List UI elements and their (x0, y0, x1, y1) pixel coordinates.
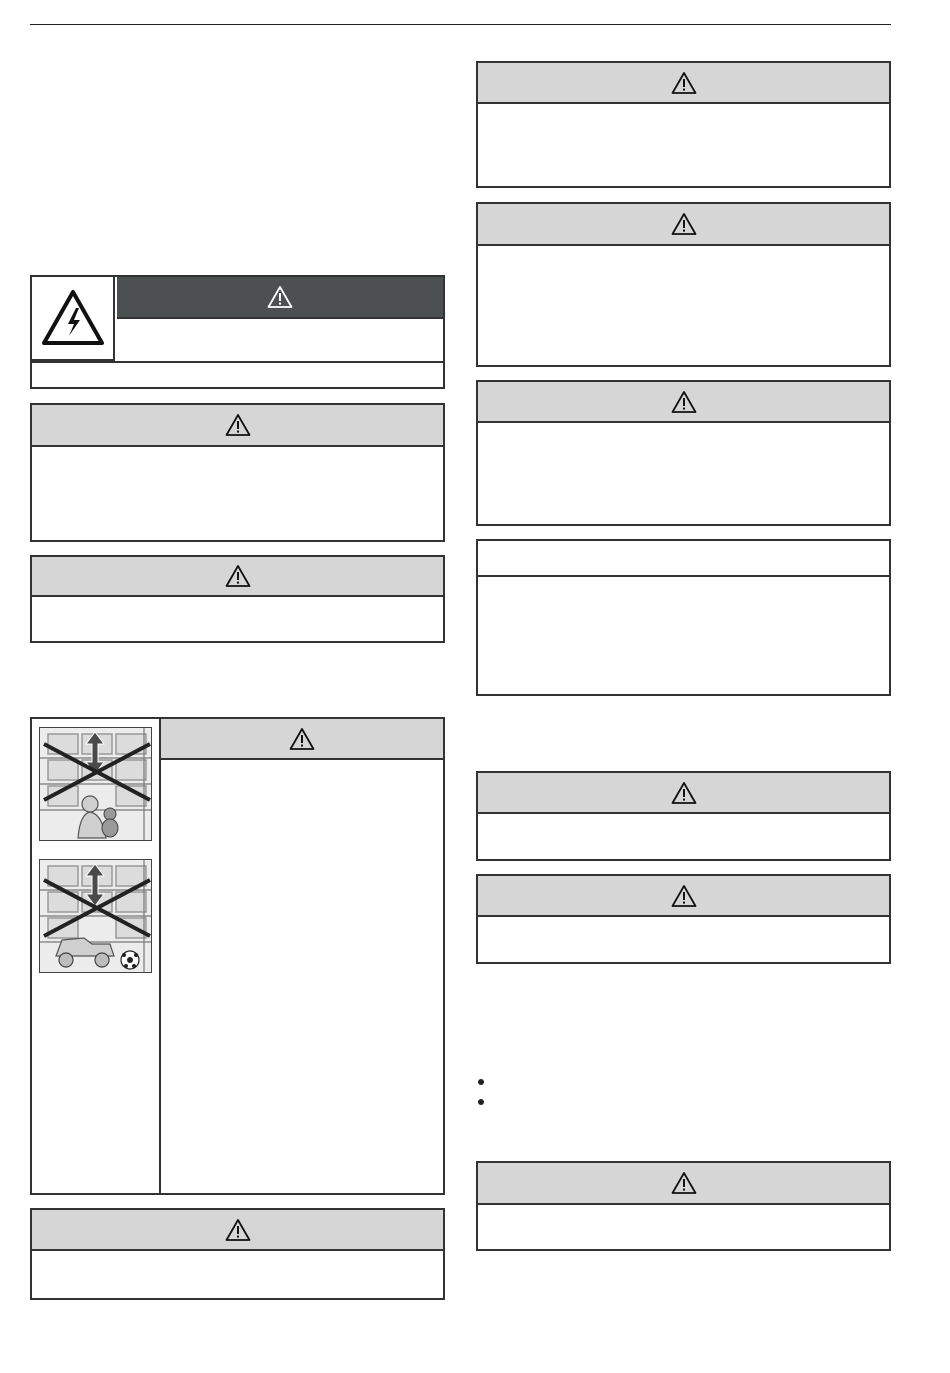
toy-car-pictogram-icon (40, 860, 151, 972)
warning-header (478, 382, 889, 423)
warning-triangle-icon (289, 727, 315, 751)
no-objects-under-door-pictogram (39, 859, 152, 973)
warning-triangle-icon (671, 71, 697, 95)
warning-header (478, 876, 889, 917)
warning-box (30, 555, 445, 643)
pictogram-column (32, 719, 161, 1193)
top-rule (30, 24, 891, 25)
warning-header (32, 405, 443, 447)
warning-box (476, 874, 891, 964)
warning-triangle-icon (671, 1171, 697, 1195)
warning-box (30, 1208, 445, 1300)
warning-box (476, 202, 891, 367)
electric-icon-cell (32, 277, 115, 361)
warning-header (478, 1163, 889, 1205)
warning-triangle-icon (267, 285, 293, 309)
warning-triangle-icon (225, 1218, 251, 1242)
warning-box (476, 61, 891, 188)
warning-box (30, 403, 445, 542)
list-bullet (478, 1079, 484, 1085)
warning-header (32, 1210, 443, 1251)
warning-header (478, 773, 889, 814)
warning-header (478, 204, 889, 246)
warning-header (478, 63, 889, 104)
warning-box (476, 1161, 891, 1251)
list-bullet (478, 1099, 484, 1105)
danger-header (117, 277, 443, 319)
warning-triangle-icon (671, 212, 697, 236)
child-pictogram-icon (40, 728, 151, 840)
notice-header (478, 541, 889, 577)
notice-box (476, 539, 891, 696)
pictogram-warning-box (30, 717, 445, 1195)
warning-box (476, 771, 891, 861)
electric-danger-box (30, 275, 445, 389)
warning-triangle-icon (225, 413, 251, 437)
warning-box (476, 380, 891, 526)
warning-triangle-icon (671, 390, 697, 414)
electric-shock-warning-icon (40, 288, 106, 348)
no-children-under-door-pictogram (39, 727, 152, 841)
warning-header (32, 557, 443, 597)
warning-header (161, 719, 443, 760)
warning-triangle-icon (671, 884, 697, 908)
divider (32, 361, 443, 363)
warning-triangle-icon (225, 564, 251, 588)
warning-triangle-icon (671, 781, 697, 805)
